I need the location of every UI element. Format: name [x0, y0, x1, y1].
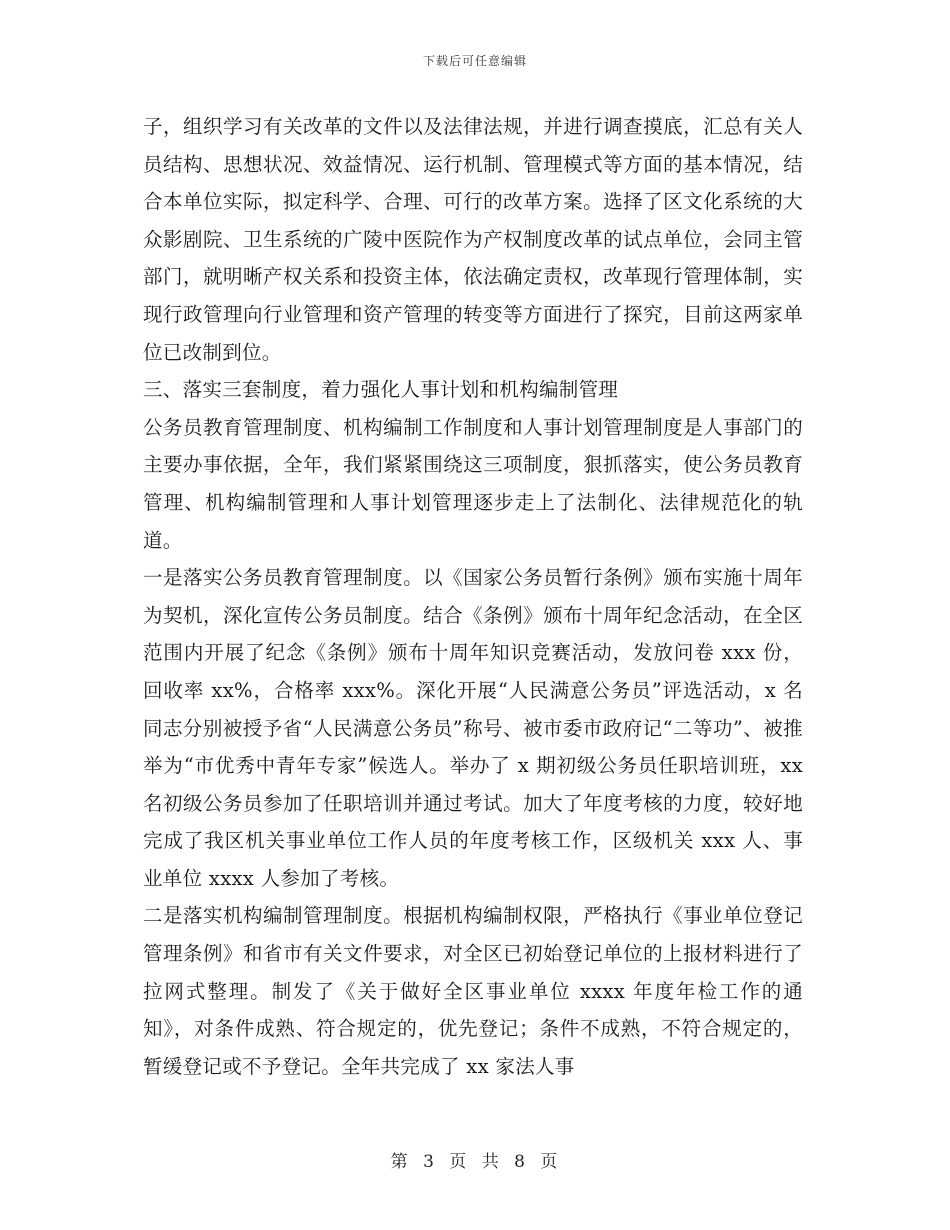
page-header: 下载后可任意编辑	[422, 54, 527, 68]
document-body	[143, 108, 803, 1085]
paragraph-three-systems: 公务员教育管理制度、机构编制工作制度和人事计划管理制度是人事部门的主要办事依据，全年，我们紧紧围绕这三项制度，狠抓落实，使公务员教育管理、机构编制管理和人事计划管理逐步走上了法制化、法律规范化的轨道。	[143, 415, 803, 552]
paragraph-civil-servant-education: 一是落实公务员教育管理制度。以《国家公务员暂行条例》颁布实施十周年为契机，深化宣传公务员制度。结合《条例》颁布十周年纪念活动，在全区范围内开展了纪念《条例》颁布十周年知识竞赛活动，发放问卷 xxx 份，回收率 xx%，合格率 xxx%。深化开展“人民满意公务员”评选活动，x 名同志分别被授予省“人民满意公务员”称号、被市委市政府记“二等功”、被推举为“市优秀中青年专家”候选人。举办了 x 期初级公务员任职培训班，xx 名初级公务员参加了任职培训并通过考试。加大了年度考核的力度，较好地完成了我区机关事业单位工作人员的年度考核工作，区级机关 xxx 人、事业单位 xxxx 人参加了考核。	[143, 566, 803, 890]
paragraph-reform-pilot: 子，组织学习有关改革的文件以及法律法规，并进行调查摸底，汇总有关人员结构、思想状况、效益情况、运行机制、管理模式等方面的基本情况，结合本单位实际，拟定科学、合理、可行的改革方案。选择了区文化系统的大众影剧院、卫生系统的广陵中医院作为产权制度改革的试点单位，会同主管部门，就明晰产权关系和投资主体，依法确定责权，改革现行管理体制，实现行政管理向行业管理和资产管理的转变等方面进行了探究，目前这两家单位已改制到位。	[143, 115, 803, 364]
paragraph-organization-staffing: 二是落实机构编制管理制度。根据机构编制权限，严格执行《事业单位登记管理条例》和省市有关文件要求，对全区已初始登记单位的上报材料进行了拉网式整理。制发了《关于做好全区事业单位 xxxx 年度年检工作的通知》，对条件成熟、符合规定的，优先登记；条件不成熟，不符合规定的，暂缓登记或不予登记。全年共完成了 xx 家法人事	[143, 904, 803, 1078]
section-heading-three: 三、落实三套制度，着力强化人事计划和机构编制管理	[143, 378, 619, 402]
page-number-footer: 第 3 页 共 8 页	[390, 1152, 560, 1172]
